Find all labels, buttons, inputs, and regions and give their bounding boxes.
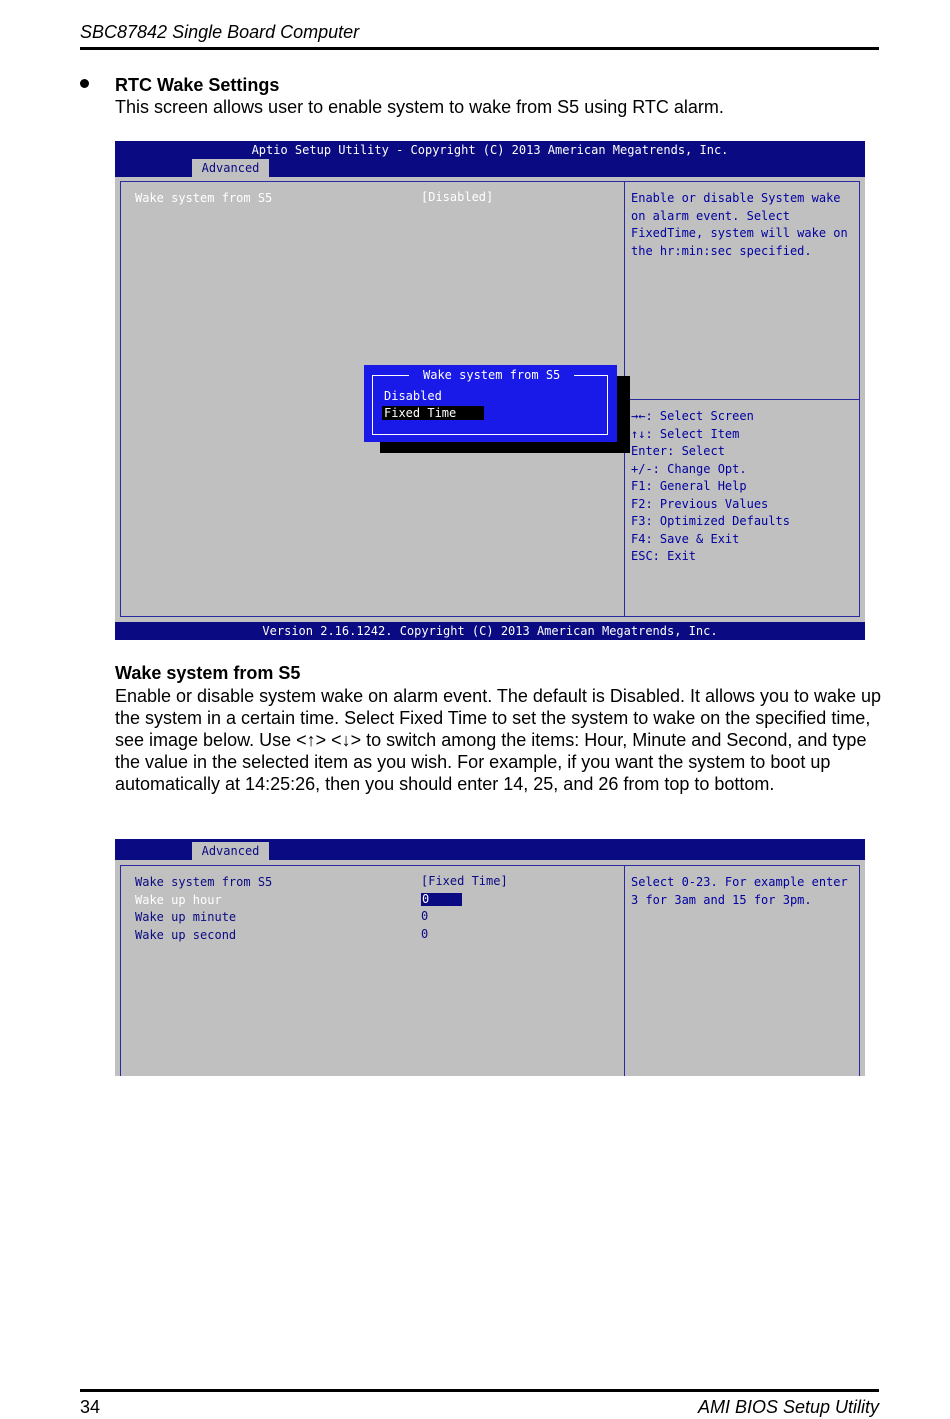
key-hint: F2: Previous Values bbox=[631, 496, 769, 511]
help-line: the hr:min:sec specified. bbox=[631, 243, 812, 258]
option-dialog[interactable] bbox=[364, 365, 617, 442]
bullet-icon bbox=[80, 79, 89, 88]
section-title: RTC Wake Settings bbox=[115, 75, 280, 95]
up-arrow-icon: ↑ bbox=[306, 730, 316, 750]
bios-title-text: Aptio Setup Utility - Copyright (C) 2013 American Megatrends, Inc. bbox=[251, 143, 729, 157]
help-line: Enable or disable System wake bbox=[631, 191, 841, 205]
panel-border-right bbox=[859, 181, 860, 617]
setting-label[interactable]: Wake up second bbox=[135, 927, 237, 942]
panel-border-top bbox=[120, 181, 860, 182]
key-hint: F3: Optimized Defaults bbox=[631, 514, 790, 528]
footer-title: AMI BIOS Setup Utility bbox=[697, 1397, 879, 1417]
tab-advanced[interactable]: Advanced bbox=[192, 159, 269, 177]
help-divider bbox=[625, 399, 859, 400]
body-text: > to switch among the items: Hour, Minute and Second, and type the value in the selected item as you wish. For example, if you want the system to boot up automatically at 14:25:26, then you should enter 14, 25, and 26 from top to bottom. bbox=[115, 730, 867, 794]
setting-value[interactable]: 0 bbox=[421, 909, 429, 923]
body-text: > < bbox=[315, 730, 342, 750]
setting-label[interactable]: Wake up minute bbox=[135, 910, 237, 924]
bios-title-bar bbox=[115, 141, 865, 177]
bios-title-bar bbox=[115, 839, 865, 860]
key-hint: ↑↓: Select Item bbox=[631, 426, 740, 441]
help-text bbox=[631, 874, 848, 909]
dialog-option-disabled[interactable]: Disabled bbox=[384, 389, 442, 403]
dialog-title: Wake system from S5 bbox=[409, 368, 574, 382]
page-number: 34 bbox=[80, 1397, 101, 1417]
key-hint: F1: General Help bbox=[631, 479, 747, 493]
key-hint: Enter: Select bbox=[631, 444, 725, 458]
setting-value-selected[interactable]: 0 bbox=[421, 893, 462, 906]
tab-advanced[interactable]: Advanced bbox=[192, 842, 269, 860]
setting-label[interactable]: Wake system from S5 bbox=[135, 191, 273, 205]
help-line: FixedTime, system will wake on bbox=[631, 226, 848, 240]
help-line: Select 0-23. For example enter bbox=[631, 875, 848, 889]
body-text: Enable or disable system wake on alarm event. The default is Disabled. It allows you to wake up the system in a certain time. Select Fixed Time to set the system to wake on the specified time, see image below. Use < bbox=[115, 686, 882, 750]
setting-value[interactable]: 0 bbox=[421, 926, 429, 941]
panel-border-bottom bbox=[120, 616, 860, 617]
footer-rule bbox=[80, 1389, 879, 1392]
key-hint: +/-: Change Opt. bbox=[631, 461, 747, 476]
bios-footer-text: Version 2.16.1242. Copyright (C) 2013 American Megatrends, Inc. bbox=[262, 624, 718, 638]
page-header-title: SBC87842 Single Board Computer bbox=[80, 22, 360, 42]
panel-border-right bbox=[859, 865, 860, 1076]
bios-screenshot-1 bbox=[115, 141, 865, 640]
down-arrow-icon: ↓ bbox=[341, 730, 351, 750]
subsection-title: Wake system from S5 bbox=[115, 663, 301, 683]
panel-divider bbox=[624, 865, 625, 1076]
panel-border-left bbox=[120, 865, 121, 1076]
key-legend bbox=[631, 408, 790, 566]
header-rule bbox=[80, 47, 879, 50]
dialog-frame bbox=[372, 375, 608, 435]
key-hint: F4: Save & Exit bbox=[631, 531, 740, 546]
help-line: on alarm event. Select bbox=[631, 208, 790, 223]
section-description: This screen allows user to enable system to wake from S5 using RTC alarm. bbox=[115, 97, 724, 117]
help-line: 3 for 3am and 15 for 3pm. bbox=[631, 892, 812, 907]
setting-value[interactable]: [Fixed Time] bbox=[421, 874, 508, 888]
bios-footer-bar bbox=[115, 622, 865, 640]
setting-value[interactable]: [Disabled] bbox=[421, 190, 494, 204]
dialog-option-fixed-time[interactable]: Fixed Time bbox=[382, 406, 484, 420]
key-hint: ESC: Exit bbox=[631, 549, 697, 563]
key-hint: →←: Select Screen bbox=[631, 409, 754, 423]
settings-values bbox=[421, 873, 508, 943]
setting-label[interactable]: Wake system from S5 bbox=[135, 875, 273, 889]
settings-labels bbox=[135, 874, 272, 944]
help-text bbox=[631, 190, 848, 260]
setting-label[interactable]: Wake up hour bbox=[135, 892, 222, 907]
panel-border-top bbox=[120, 865, 860, 866]
subsection-body bbox=[115, 685, 885, 795]
panel-border-left bbox=[120, 181, 121, 617]
bios-screenshot-2 bbox=[115, 839, 865, 1076]
